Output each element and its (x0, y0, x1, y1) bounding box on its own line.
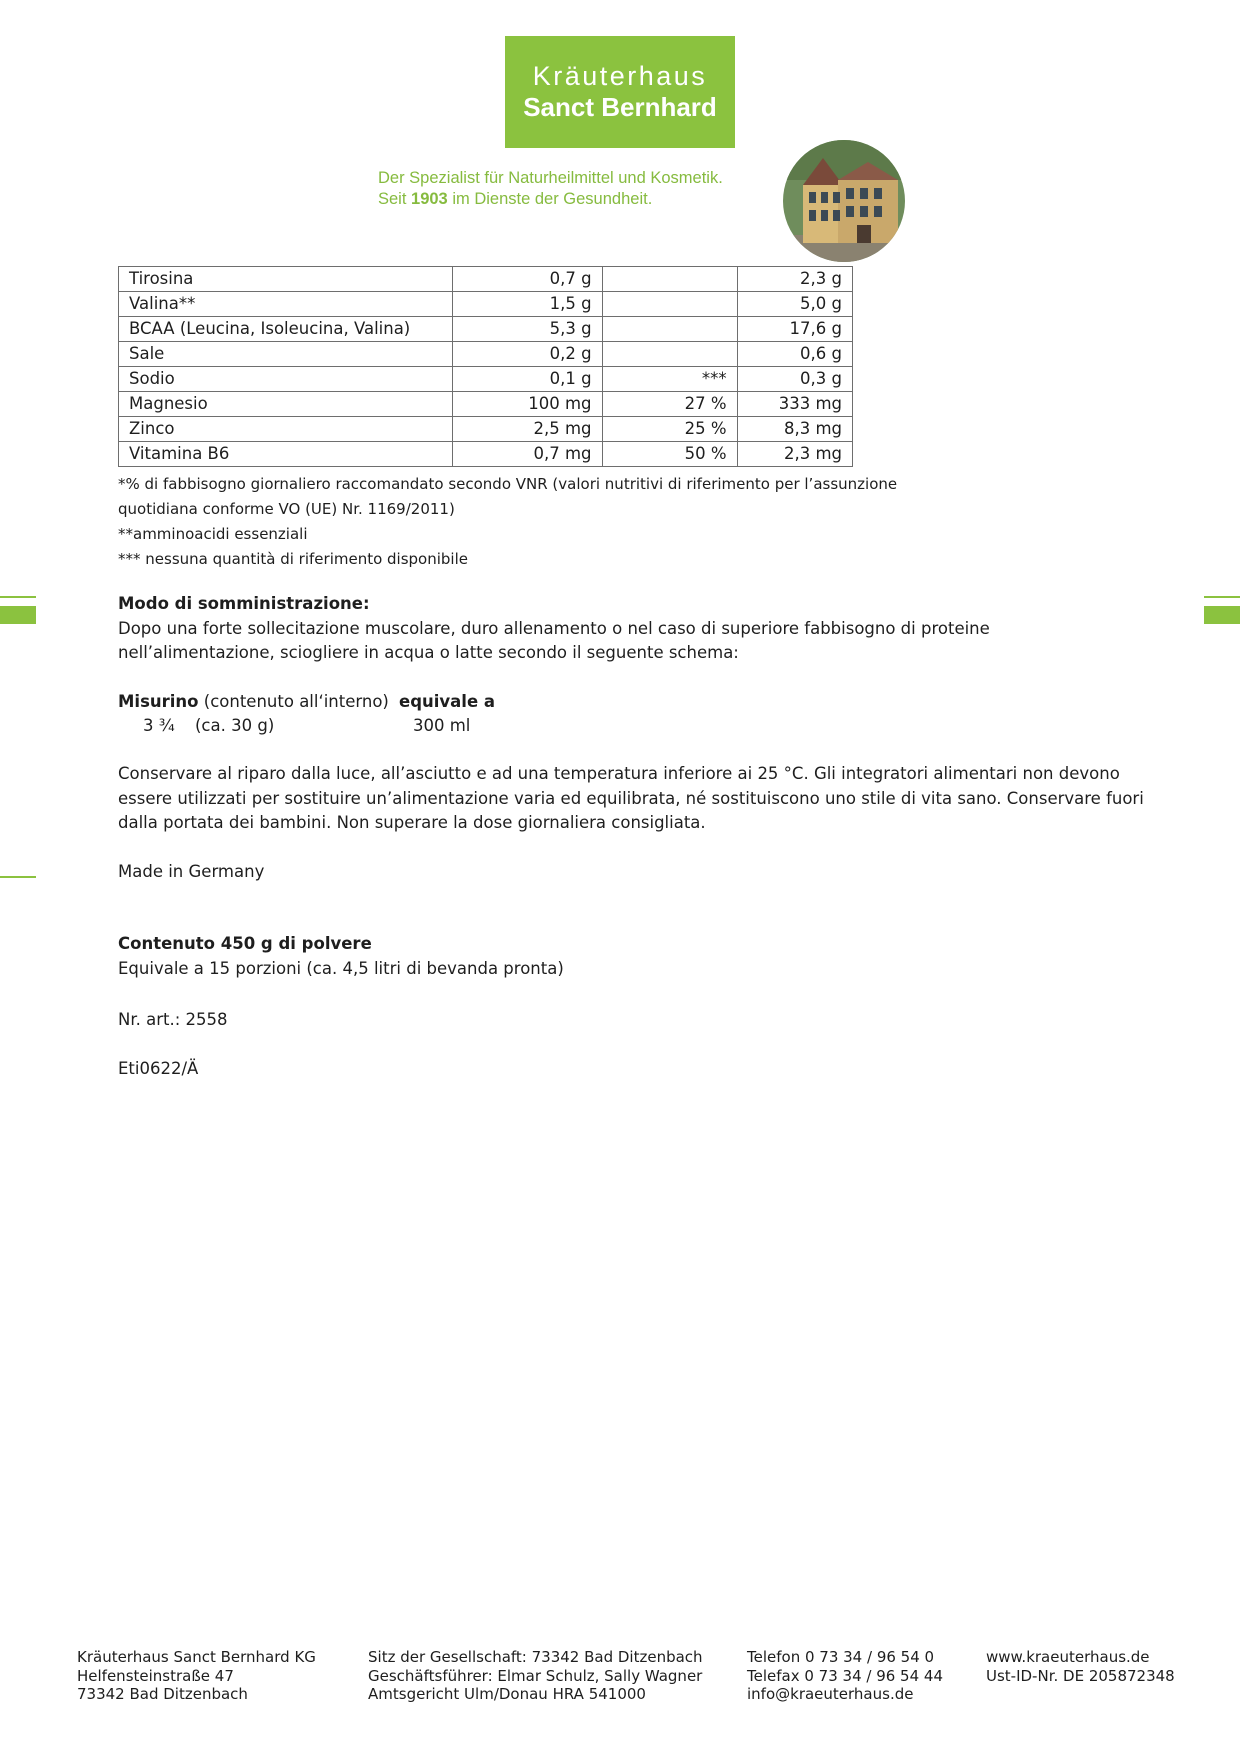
amount-per-day: 8,3 mg (737, 417, 852, 442)
footer-managers: Geschäftsführer: Elmar Schulz, Sally Wagner (368, 1666, 703, 1685)
table-row (119, 442, 853, 467)
nrv-percent: 25 % (602, 417, 737, 442)
table-row (119, 267, 853, 292)
amount-per-day: 0,6 g (737, 342, 852, 367)
footnote-nrv: *% di fabbisogno giornaliero raccomandato secondo VNR (valori nutritivi di riferimento per l’assunzione (118, 475, 898, 493)
table-row (119, 342, 853, 367)
amount-per-serving: 0,2 g (452, 342, 602, 367)
amount-per-serving: 1,5 g (452, 292, 602, 317)
amount-per-serving: 2,5 mg (452, 417, 602, 442)
usage-section (118, 592, 990, 666)
content-heading: Contenuto 450 g di polvere (118, 934, 372, 953)
footer-contact (747, 1648, 943, 1704)
footer-city: 73342 Bad Ditzenbach (77, 1685, 248, 1703)
nutrient-name: Tirosina (119, 267, 453, 292)
article-number: Nr. art.: 2558 (118, 1010, 228, 1029)
nutrient-name: Sale (119, 342, 453, 367)
storage-line2: essere utilizzati per sostituire un’alimentazione varia ed equilibrata, né sostituiscono uno stile di vita sano. Conservare fuori (118, 788, 1144, 808)
dosage-quantity-note: (ca. 30 g) (195, 716, 275, 735)
amount-per-serving: 100 mg (452, 392, 602, 417)
footnotes (118, 472, 918, 572)
amount-per-day: 2,3 mg (737, 442, 852, 467)
dosage-quantity: 3 ¾ (143, 716, 175, 735)
nutrient-name: Vitamina B6 (119, 442, 453, 467)
footnote-no-reference: *** nessuna quantità di riferimento disponibile (118, 550, 468, 568)
usage-heading: Modo di somministrazione: (118, 594, 370, 613)
dosage-table (118, 690, 718, 740)
dosage-col1-note: (contenuto all‘interno) (203, 692, 389, 711)
nutrient-name: Magnesio (119, 392, 453, 417)
footer-street: Helfensteinstraße 47 (77, 1666, 234, 1685)
nutrient-name: BCAA (Leucina, Isoleucina, Valina) (119, 317, 453, 342)
nrv-percent: 50 % (602, 442, 737, 467)
amount-per-day: 0,3 g (737, 367, 852, 392)
footer-court: Amtsgericht Ulm/Donau HRA 541000 (368, 1685, 646, 1703)
brand-name-line1: Kräuterhaus (532, 61, 708, 91)
content-sub: Equivale a 15 porzioni (ca. 4,5 litri di bevanda pronta) (118, 958, 564, 978)
building-photo (783, 140, 905, 262)
side-mark-bar-left (0, 606, 36, 624)
tagline-year: 1903 (411, 190, 448, 208)
storage-section (118, 762, 1144, 836)
nutrient-name: Zinco (119, 417, 453, 442)
footnote-essential: **amminoacidi essenziali (118, 525, 308, 543)
amount-per-serving: 0,7 g (452, 267, 602, 292)
table-row (119, 317, 853, 342)
table-row (119, 417, 853, 442)
dosage-col2-label: equivale a (399, 692, 496, 711)
nrv-percent (602, 342, 737, 367)
footer-seat: Sitz der Gesellschaft: 73342 Bad Ditzenbach (368, 1648, 703, 1666)
footer-fax: Telefax 0 73 34 / 96 54 44 (747, 1666, 943, 1685)
dosage-col1-label: Misurino (118, 692, 199, 711)
brand-logo (505, 36, 735, 148)
usage-line1: Dopo una forte sollecitazione muscolare, duro allenamento o nel caso di superiore fabbisogno di proteine (118, 618, 990, 638)
usage-line2: nell’alimentazione, sciogliere in acqua o latte secondo il seguente schema: (118, 643, 739, 662)
made-in: Made in Germany (118, 862, 265, 881)
footer-web (986, 1648, 1175, 1685)
table-row (119, 392, 853, 417)
table-row (119, 367, 853, 392)
dosage-volume: 300 ml (413, 716, 471, 735)
amount-per-day: 333 mg (737, 392, 852, 417)
footer-phone: Telefon 0 73 34 / 96 54 0 (747, 1648, 935, 1666)
amount-per-day: 17,6 g (737, 317, 852, 342)
nrv-percent: 27 % (602, 392, 737, 417)
brand-name-line2: Sanct Bernhard (523, 92, 717, 122)
nrv-percent (602, 267, 737, 292)
brand-tagline (378, 168, 723, 210)
storage-line1: Conservare al riparo dalla luce, all’asciutto e ad una temperatura inferiore ai 25 °C. Gli integratori alimentari non devono (118, 764, 1120, 783)
footnote-nrv-cont: quotidiana conforme VO (UE) Nr. 1169/2011) (118, 500, 455, 518)
nutrient-name: Valina** (119, 292, 453, 317)
amount-per-serving: 0,1 g (452, 367, 602, 392)
side-mark-bar-right (1204, 606, 1240, 624)
footer-vat-id: Ust-ID-Nr. DE 205872348 (986, 1666, 1175, 1685)
side-mark-fold-left (0, 876, 36, 878)
amount-per-serving: 5,3 g (452, 317, 602, 342)
footer-company-name: Kräuterhaus Sanct Bernhard KG (77, 1648, 316, 1666)
footer-legal (368, 1648, 703, 1704)
nrv-percent: *** (602, 367, 737, 392)
amount-per-serving: 0,7 mg (452, 442, 602, 467)
nrv-percent (602, 292, 737, 317)
nutrient-name: Sodio (119, 367, 453, 392)
side-mark-line-right (1204, 596, 1240, 598)
footer-email[interactable]: info@kraeuterhaus.de (747, 1685, 914, 1703)
tagline-line1: Der Spezialist für Naturheilmittel und Kosmetik. (378, 169, 723, 187)
nrv-percent (602, 317, 737, 342)
footer-company (77, 1648, 316, 1704)
footer-website[interactable]: www.kraeuterhaus.de (986, 1648, 1150, 1666)
amount-per-day: 2,3 g (737, 267, 852, 292)
amount-per-day: 5,0 g (737, 292, 852, 317)
table-row (119, 292, 853, 317)
storage-line3: dalla portata dei bambini. Non superare la dose giornaliera consigliata. (118, 813, 706, 832)
label-code: Eti0622/Ä (118, 1059, 199, 1078)
content-section (118, 932, 564, 981)
nutrition-table (118, 266, 853, 467)
side-mark-line-left (0, 596, 36, 598)
tagline-line2: Seit 1903 im Dienste der Gesundheit. (378, 190, 653, 208)
